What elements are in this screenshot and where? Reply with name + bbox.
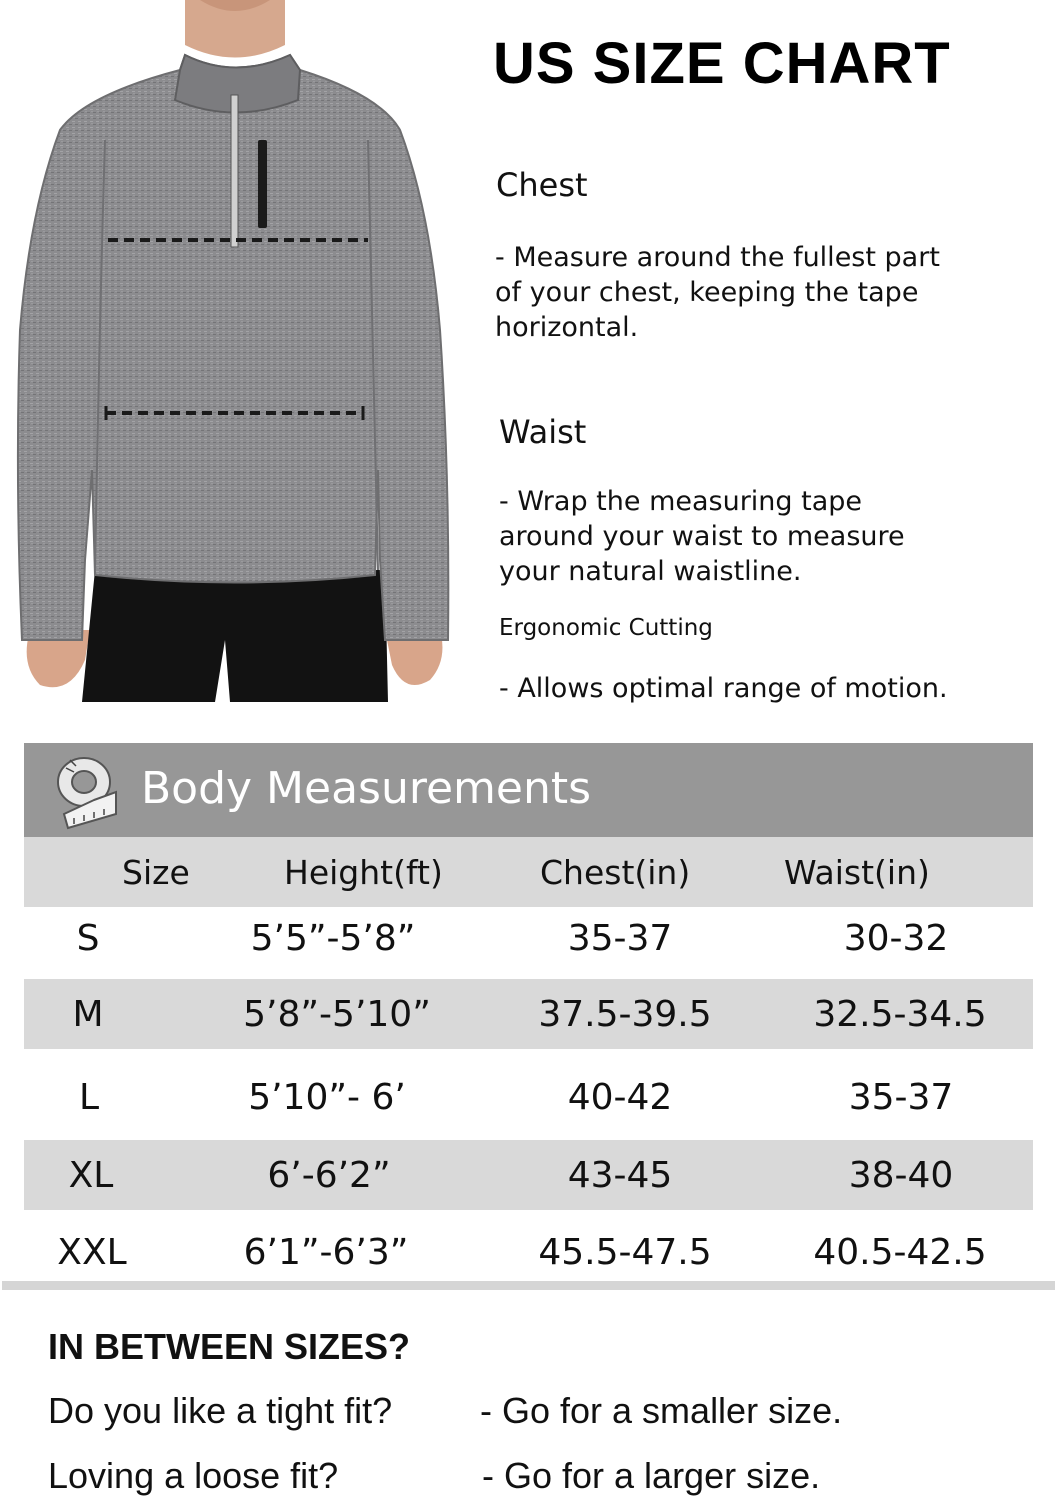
column-header-chest: Chest(in) xyxy=(540,853,691,892)
model-shirt-illustration xyxy=(0,0,470,705)
cell-height: 6’-6’2” xyxy=(267,1155,391,1196)
cell-height: 5’5”-5’8” xyxy=(250,918,416,959)
cell-height: 5’8”-5’10” xyxy=(243,994,431,1035)
cell-chest: 43-45 xyxy=(567,1155,673,1196)
cell-waist: 35-37 xyxy=(848,1077,954,1118)
tight-fit-answer: - Go for a smaller size. xyxy=(480,1390,843,1431)
cell-height: 5’10”- 6’ xyxy=(248,1077,406,1118)
table-title: Body Measurements xyxy=(141,763,592,814)
cell-waist: 40.5-42.5 xyxy=(813,1232,987,1273)
cell-chest: 40-42 xyxy=(567,1077,673,1118)
cell-chest: 37.5-39.5 xyxy=(538,994,712,1035)
measuring-tape-icon xyxy=(54,752,120,830)
cell-chest: 45.5-47.5 xyxy=(538,1232,712,1273)
waist-heading: Waist xyxy=(499,413,587,451)
loose-fit-question: Loving a loose fit? xyxy=(48,1455,339,1496)
cell-waist: 38-40 xyxy=(848,1155,954,1196)
column-header-height: Height(ft) xyxy=(284,853,443,892)
column-header-waist: Waist(in) xyxy=(784,853,930,892)
ergonomic-heading: Ergonomic Cutting xyxy=(499,615,713,641)
column-header-size: Size xyxy=(122,853,190,892)
cell-chest: 35-37 xyxy=(567,918,673,959)
table-bottom-divider xyxy=(2,1281,1055,1290)
ergonomic-description: - Allows optimal range of motion. xyxy=(499,673,948,704)
waist-description: - Wrap the measuring tape around your waist to measure your natural waistline. xyxy=(499,486,905,587)
cell-size: M xyxy=(72,994,104,1035)
cell-height: 6’1”-6’3” xyxy=(243,1232,409,1273)
cell-size: XXL xyxy=(57,1232,127,1273)
cell-size: S xyxy=(76,918,100,959)
tight-fit-question: Do you like a tight fit? xyxy=(48,1390,393,1431)
cell-size: XL xyxy=(68,1155,114,1196)
between-sizes-heading: IN BETWEEN SIZES? xyxy=(48,1326,411,1367)
cell-waist: 32.5-34.5 xyxy=(813,994,987,1035)
cell-size: L xyxy=(78,1077,100,1118)
chest-description: - Measure around the fullest part of your chest, keeping the tape horizontal. xyxy=(495,242,940,343)
cell-waist: 30-32 xyxy=(843,918,949,959)
chest-heading: Chest xyxy=(496,166,588,204)
page-title: US SIZE CHART xyxy=(493,31,951,96)
loose-fit-answer: - Go for a larger size. xyxy=(482,1455,821,1496)
